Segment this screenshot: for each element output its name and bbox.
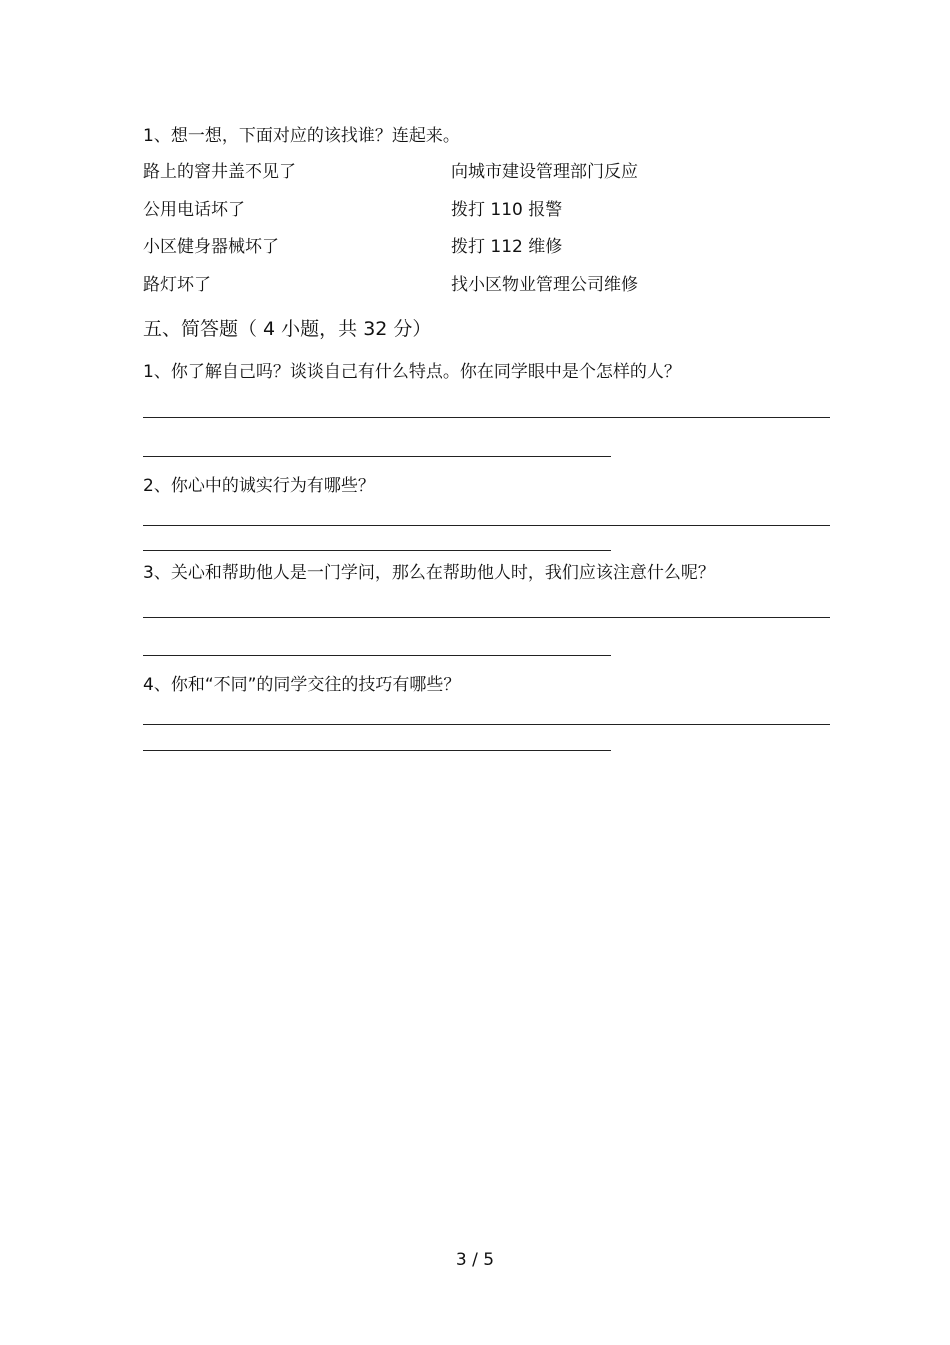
matching-right-item: 找小区物业管理公司维修	[451, 275, 638, 295]
matching-left-item: 路灯坏了	[143, 275, 211, 295]
answer-line[interactable]	[143, 617, 830, 618]
matching-left-item: 小区健身器械坏了	[143, 237, 279, 257]
answer-line[interactable]	[143, 525, 830, 526]
question-text: 1、你了解自己吗？谈谈自己有什么特点。你在同学眼中是个怎样的人？	[143, 362, 681, 382]
answer-line[interactable]	[143, 456, 611, 457]
matching-left-item: 路上的窨井盖不见了	[143, 162, 296, 182]
answer-line[interactable]	[143, 550, 611, 551]
matching-right-item: 向城市建设管理部门反应	[451, 162, 638, 182]
question-text: 4、你和“不同”的同学交往的技巧有哪些？	[143, 675, 461, 695]
section-heading: 五、简答题（ 4 小题，共 32 分）	[143, 318, 432, 340]
answer-line[interactable]	[143, 724, 830, 725]
answer-line[interactable]	[143, 750, 611, 751]
matching-right-item: 拨打 110 报警	[451, 200, 563, 220]
question-text: 3、关心和帮助他人是一门学问，那么在帮助他人时，我们应该注意什么呢？	[143, 563, 715, 583]
matching-prompt: 1、想一想，下面对应的该找谁？连起来。	[143, 126, 460, 146]
page-number: 3 / 5	[455, 1250, 495, 1270]
answer-line[interactable]	[143, 417, 830, 418]
matching-left-item: 公用电话坏了	[143, 200, 245, 220]
question-text: 2、你心中的诚实行为有哪些？	[143, 476, 375, 496]
answer-line[interactable]	[143, 655, 611, 656]
matching-right-item: 拨打 112 维修	[451, 237, 563, 257]
